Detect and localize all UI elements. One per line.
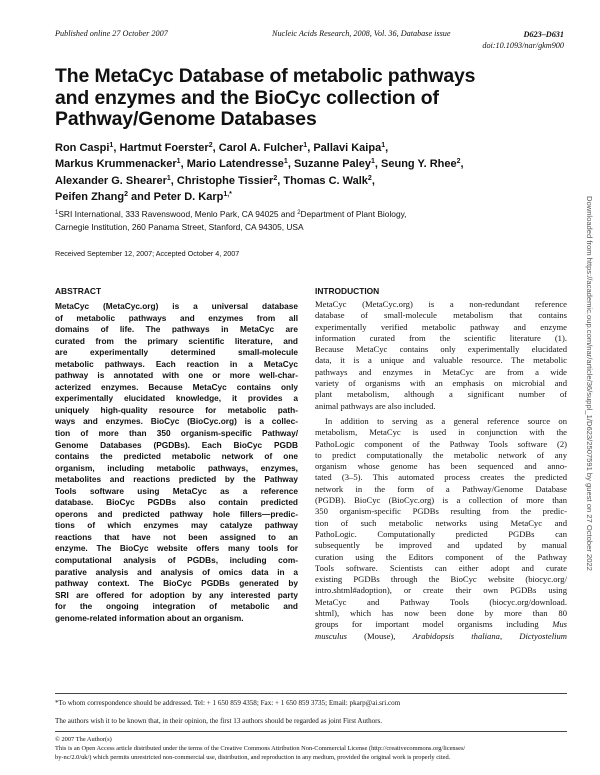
author-line: Markus Krummenacker$^1$, Mario Latendresse$^1$, Suzanne Paley$^1$, Seung Y. Rhee$^2$, bbox=[55, 158, 464, 171]
affiliations bbox=[55, 208, 565, 233]
published-date: Published online 27 October 2007 bbox=[55, 29, 168, 38]
text-line: plant metabolism, although a significant number of bbox=[315, 389, 567, 400]
title-line: and enzymes and the BioCyc collection of bbox=[55, 86, 439, 109]
introduction-body bbox=[315, 299, 567, 642]
text-line: network in the form of a Pathway/Genome Database bbox=[315, 483, 567, 494]
paragraph bbox=[315, 299, 567, 416]
text-line: contains the predicted metabolic network of one bbox=[55, 451, 298, 462]
footnote-divider bbox=[55, 693, 567, 694]
text-line: to predict computationally the metabolic network of any bbox=[315, 449, 567, 460]
text-line: reactions that have not been assigned to an bbox=[55, 531, 298, 542]
text-line: metabolites and reactions predicted by the Pathway bbox=[55, 474, 298, 485]
text-line: metabolic pathways. Each reaction in a MetaCyc bbox=[55, 358, 298, 369]
text-line: musculus (Mouse), Arabidopsis thaliana, Dictyostelium bbox=[315, 630, 567, 641]
text-line: information curated from the scientific literature (1). bbox=[315, 332, 567, 343]
text-line: SRI are offered for adoption by any interested party bbox=[55, 589, 298, 600]
paragraph bbox=[315, 416, 567, 631]
text-line: experimentally verified metabolic pathway and enzyme bbox=[315, 321, 567, 332]
text-line: shtml), which has now been done by more than 80 bbox=[315, 608, 567, 619]
author: Hartmut Foerster bbox=[119, 142, 209, 154]
text-line: experimentally elucidated knowledge, it provides a bbox=[55, 393, 298, 404]
copyright-notice: © 2007 The Author(s) bbox=[55, 736, 112, 743]
text-line: enzyme. The BioCyc website offers many tools for bbox=[55, 543, 298, 554]
copyright-divider bbox=[55, 731, 567, 732]
joint-authors-footnote: The authors wish it to be known that, in their opinion, the first 13 authors should be regarded as joint First Authors. bbox=[55, 717, 383, 725]
license-line: This is an Open Access article distributed under the terms of the Creative Commons Attribution Non-Commercial License (http://creativecommons.org/licenses/ bbox=[55, 745, 466, 752]
text-line: Tools software using MetaCyc as a reference bbox=[55, 485, 298, 496]
author: Markus Krummenacker bbox=[55, 158, 177, 171]
author: Mario Latendresse bbox=[186, 158, 284, 171]
text-line: pathway context. The BioCyc PGDBs generated by bbox=[55, 578, 298, 589]
text-line: ways and enzymes. BioCyc (BioCyc.org) is a collec- bbox=[55, 416, 298, 427]
download-watermark: Downloaded from https://academic.oup.com/nar/article/36/suppl_1/D623/2507591 by guest on 27 October 2022 bbox=[585, 196, 594, 571]
author-line: Alexander G. Shearer$^1$, Christophe Tissier$^2$, Thomas C. Walk$^2$, bbox=[55, 174, 375, 187]
author: Seung Y. Rhee bbox=[381, 158, 457, 171]
text-line: In addition to serving as a general reference source on bbox=[325, 415, 567, 426]
text-line: metabolism, MetaCyc is used in conjunction with the bbox=[315, 427, 567, 438]
text-line: (PGDB). BioCyc (BioCyc.org) is a collection of more than bbox=[315, 495, 567, 506]
text-line: pathways and enzymes in MetaCyc are from a wide bbox=[315, 366, 567, 377]
author: Alexander G. Shearer bbox=[55, 174, 167, 187]
page-range-doi bbox=[482, 29, 564, 51]
affiliation-line: Carnegie Institution, 260 Panama Street, Stanford, CA 94305, USA bbox=[55, 221, 304, 232]
received-accepted-dates: Received September 12, 2007; Accepted October 4, 2007 bbox=[55, 249, 240, 258]
author: Suzanne Paley bbox=[293, 158, 371, 171]
text-line: tated (3–5). This automated process creates the predicted bbox=[315, 472, 567, 483]
text-line: variety of organisms with an emphasis on microbial and bbox=[315, 378, 567, 389]
text-line: operons and predicted pathway hole fillers—predic- bbox=[55, 508, 298, 519]
text-line: MetaCyc and Pathway Tools (biocyc.org/download. bbox=[315, 596, 567, 607]
author: Peter D. Karp bbox=[153, 191, 224, 204]
abstract-heading: ABSTRACT bbox=[55, 286, 102, 296]
text-line: curation using the Editors component of the Pathway bbox=[315, 551, 567, 562]
text-line: organism, including metabolic pathways, enzymes, bbox=[55, 462, 298, 473]
text-line: tion of more than 350 organism-specific Pathway/ bbox=[55, 428, 298, 439]
text-line: subsequently be improved and updated by manual bbox=[315, 540, 567, 551]
text-line: parative analysis and analysis of omics data in a bbox=[55, 566, 298, 577]
text-line: intro.shtml#adoption), or create their own PGDBs using bbox=[315, 585, 567, 596]
text-line: of metabolic pathways and enzymes from all bbox=[55, 312, 298, 323]
text-line: curated from the primary scientific literature, and bbox=[55, 335, 298, 346]
text-line: pathway is annotated with one or more well-char- bbox=[55, 370, 298, 381]
text-line: domains of life. The pathways in MetaCyc are bbox=[55, 324, 298, 335]
author-list bbox=[55, 140, 555, 206]
author: Thomas C. Walk bbox=[283, 174, 368, 187]
author: Carol A. Fulcher bbox=[218, 142, 304, 154]
text-line: acterized enzymes. Because MetaCyc contains only bbox=[55, 381, 298, 392]
author: Peifen Zhang bbox=[55, 191, 125, 204]
author: Christophe Tissier bbox=[176, 174, 274, 187]
abstract-body bbox=[55, 301, 298, 624]
text-line: groups for important model organisms including Mus bbox=[315, 619, 567, 630]
text-line: database. BioCyc PGDBs also contain predicted bbox=[55, 497, 298, 508]
text-line: Genome Databases (PGDBs). Each BioCyc PGDB bbox=[55, 439, 298, 450]
text-line: Tools software. Scientists can either adopt and curate bbox=[315, 562, 567, 573]
author: Ron Caspi bbox=[55, 142, 110, 154]
author: Pallavi Kaipa bbox=[313, 142, 382, 154]
title-line: Pathway/Genome Databases bbox=[55, 108, 317, 130]
license-line: by-nc/2.0/uk/) which permits unrestricted non-commercial use, distribution, and reproduction in any medium, provided the original work is properly cited. bbox=[55, 754, 451, 761]
text-line: genome-related information about an organism. bbox=[55, 612, 244, 623]
affiliation-line: $^1$SRI International, 333 Ravenswood, Menlo Park, CA 94025 and $^2$Department of Plant Biology, bbox=[55, 209, 407, 219]
page-range: D623–D631 bbox=[523, 30, 564, 39]
journal-citation: Nucleic Acids Research, 2008, Vol. 36, Database issue bbox=[272, 29, 451, 38]
text-line: existing PGDBs through the BioCyc website (biocyc.org/ bbox=[315, 574, 567, 585]
text-line: MetaCyc (MetaCyc.org) is a universal database bbox=[55, 301, 298, 311]
text-line: database of small-molecule metabolism that contains bbox=[315, 310, 567, 321]
text-line: tion of such metabolic networks using MetaCyc and bbox=[315, 517, 567, 528]
title-line: The MetaCyc Database of metabolic pathways bbox=[55, 65, 476, 87]
text-line: uniquely high-quality resource for metabolic path- bbox=[55, 404, 298, 415]
text-line: organism whose genome has been sequenced and anno- bbox=[315, 461, 567, 472]
author-line: Peifen Zhang$^2$ and Peter D. Karp$^{1,*}$ bbox=[55, 191, 232, 204]
text-line: PathoLogic. Computationally predicted PGDBs can bbox=[315, 528, 567, 539]
text-line: Because MetaCyc contains only experimentally elucidated bbox=[315, 344, 567, 355]
text-line: animal pathways are also included. bbox=[315, 400, 436, 411]
doi[interactable]: doi:10.1093/nar/gkm900 bbox=[482, 41, 564, 50]
text-line: 350 organism-specific PGDBs resulting from the predic- bbox=[315, 506, 567, 517]
text-line: for the ongoing integration of metabolic and bbox=[55, 601, 298, 612]
text-line: data, it is a unique and valuable resource. The metabolic bbox=[315, 355, 567, 366]
text-line: MetaCyc (MetaCyc.org) is a non-redundant reference bbox=[315, 299, 567, 309]
text-line: PathoLogic component of the Pathway Tools software (2) bbox=[315, 438, 567, 449]
correspondence-footnote: *To whom correspondence should be addressed. Tel: + 1 650 859 4358; Fax: + 1 650 859 3735; Email: pkarp@ai.sri.com bbox=[55, 699, 401, 707]
text-line: computational analysis of PGDBs, including com- bbox=[55, 555, 298, 566]
paper-title bbox=[55, 66, 575, 131]
text-line: are experimentally determined small-molecule bbox=[55, 347, 298, 358]
text-line: tions of which enzymes may catalyze pathway bbox=[55, 520, 298, 531]
introduction-heading: INTRODUCTION bbox=[315, 286, 380, 296]
author-line: Ron Caspi$^1$, Hartmut Foerster$^2$, Carol A. Fulcher$^1$, Pallavi Kaipa$^1$, bbox=[55, 142, 389, 154]
